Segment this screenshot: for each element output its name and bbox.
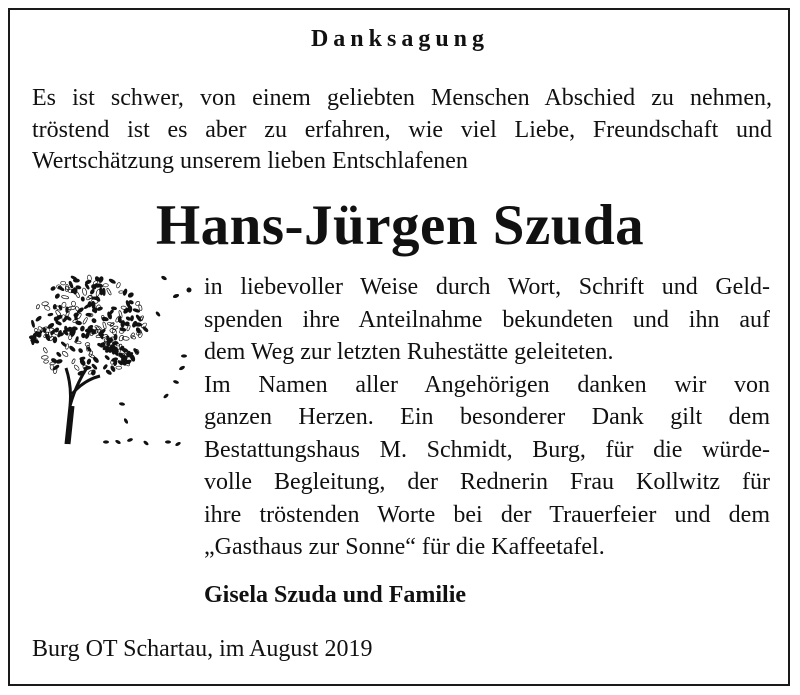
body-line: ihre tröstenden Worte bei der Trauerfeier und dem <box>204 501 770 528</box>
body-line: Bestattungshaus M. Schmidt, Burg, für die würde- <box>204 436 770 463</box>
body-line: spenden ihre Anteilnahme bekundeten und ihn auf <box>204 306 770 333</box>
intro-line: Wertschätzung unserem lieben Entschlafenen <box>32 148 468 174</box>
thanks-paragraph <box>204 271 770 564</box>
body-line: ganzen Herzen. Ein besonderer Dank gilt dem <box>204 404 770 430</box>
signer-name: Gisela Szuda und Familie <box>204 582 467 608</box>
intro-paragraph <box>32 83 772 178</box>
body-line: „Gasthaus zur Sonne“ für die Kaffeetafel. <box>204 534 605 560</box>
body-line: dem Weg zur letzten Ruhestätte geleiteten. <box>204 339 614 365</box>
body-line: volle Begleitung, der Rednerin Frau Kollwitz für <box>204 469 770 495</box>
place-and-date: Burg OT Schartau, im August 2019 <box>32 636 373 662</box>
notice-heading: Danksagung <box>310 26 490 52</box>
tree-illustration <box>26 256 196 456</box>
body-line: in liebevoller Weise durch Wort, Schrift und Geld- <box>204 274 770 300</box>
intro-line: tröstend ist es aber zu erfahren, wie viel Liebe, Freundschaft und <box>32 116 772 143</box>
body-line: Im Namen aller Angehörigen danken wir von <box>204 371 770 398</box>
deceased-name: Hans-Jürgen Szuda <box>155 194 645 257</box>
intro-line: Es ist schwer, von einem geliebten Menschen Abschied zu nehmen, <box>32 85 772 111</box>
tree-with-falling-leaves-icon <box>26 256 196 456</box>
